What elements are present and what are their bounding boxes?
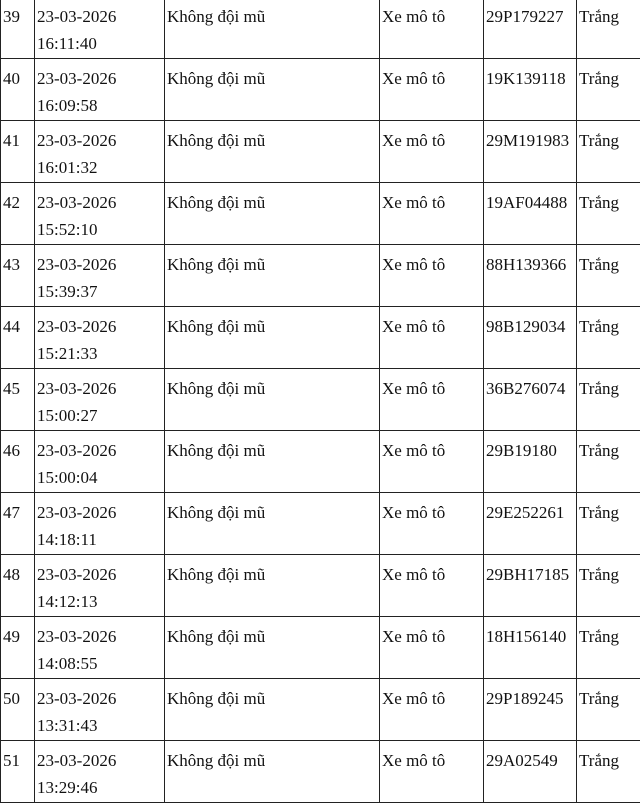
row-number: 49 — [1, 617, 35, 679]
row-datetime — [35, 59, 165, 121]
row-violation: Không đội mũ — [165, 555, 380, 617]
row-violation: Không đội mũ — [165, 493, 380, 555]
row-datetime — [35, 307, 165, 369]
row-date: 23-03-2026 — [37, 189, 164, 216]
row-datetime — [35, 431, 165, 493]
table-row — [1, 0, 640, 59]
row-vehicle: Xe mô tô — [380, 369, 484, 431]
row-date: 23-03-2026 — [37, 561, 164, 588]
row-plate: 29P189245 — [484, 679, 577, 741]
row-color: Trắng — [577, 741, 640, 803]
row-color: Trắng — [577, 431, 640, 493]
row-number: 46 — [1, 431, 35, 493]
row-vehicle: Xe mô tô — [380, 679, 484, 741]
row-color: Trắng — [577, 679, 640, 741]
row-number: 51 — [1, 741, 35, 803]
row-vehicle: Xe mô tô — [380, 0, 484, 59]
row-color: Trắng — [577, 555, 640, 617]
row-date: 23-03-2026 — [37, 685, 164, 712]
row-time: 16:01:32 — [37, 154, 164, 181]
row-number: 42 — [1, 183, 35, 245]
row-vehicle: Xe mô tô — [380, 59, 484, 121]
row-color: Trắng — [577, 59, 640, 121]
table-row — [1, 307, 640, 369]
table-row — [1, 121, 640, 183]
row-number: 44 — [1, 307, 35, 369]
table-row — [1, 679, 640, 741]
row-violation: Không đội mũ — [165, 59, 380, 121]
row-datetime — [35, 121, 165, 183]
row-datetime — [35, 245, 165, 307]
row-time: 15:21:33 — [37, 340, 164, 367]
violations-table-body — [1, 0, 640, 803]
table-row — [1, 369, 640, 431]
row-vehicle: Xe mô tô — [380, 121, 484, 183]
row-color: Trắng — [577, 617, 640, 679]
row-plate: 36B276074 — [484, 369, 577, 431]
row-date: 23-03-2026 — [37, 375, 164, 402]
table-row — [1, 183, 640, 245]
row-vehicle: Xe mô tô — [380, 307, 484, 369]
row-time: 15:00:04 — [37, 464, 164, 491]
row-time: 14:12:13 — [37, 588, 164, 615]
row-color: Trắng — [577, 307, 640, 369]
row-plate: 18H156140 — [484, 617, 577, 679]
row-time: 15:52:10 — [37, 216, 164, 243]
row-date: 23-03-2026 — [37, 3, 164, 30]
row-color: Trắng — [577, 493, 640, 555]
row-date: 23-03-2026 — [37, 313, 164, 340]
row-number: 48 — [1, 555, 35, 617]
row-date: 23-03-2026 — [37, 499, 164, 526]
row-plate: 19AF04488 — [484, 183, 577, 245]
row-time: 16:09:58 — [37, 92, 164, 119]
row-datetime — [35, 617, 165, 679]
row-time: 16:11:40 — [37, 30, 164, 57]
row-vehicle: Xe mô tô — [380, 617, 484, 679]
table-row — [1, 245, 640, 307]
table-row — [1, 555, 640, 617]
row-number: 47 — [1, 493, 35, 555]
row-vehicle: Xe mô tô — [380, 245, 484, 307]
row-date: 23-03-2026 — [37, 747, 164, 774]
row-date: 23-03-2026 — [37, 437, 164, 464]
row-color: Trắng — [577, 0, 640, 59]
row-date: 23-03-2026 — [37, 251, 164, 278]
row-date: 23-03-2026 — [37, 65, 164, 92]
row-violation: Không đội mũ — [165, 121, 380, 183]
row-plate: 29E252261 — [484, 493, 577, 555]
row-vehicle: Xe mô tô — [380, 183, 484, 245]
row-vehicle: Xe mô tô — [380, 431, 484, 493]
row-violation: Không đội mũ — [165, 679, 380, 741]
table-row — [1, 741, 640, 803]
table-row — [1, 431, 640, 493]
row-color: Trắng — [577, 245, 640, 307]
table-row — [1, 617, 640, 679]
row-vehicle: Xe mô tô — [380, 555, 484, 617]
row-date: 23-03-2026 — [37, 623, 164, 650]
row-violation: Không đội mũ — [165, 307, 380, 369]
row-time: 13:29:46 — [37, 774, 164, 801]
row-time: 13:31:43 — [37, 712, 164, 739]
row-violation: Không đội mũ — [165, 0, 380, 59]
row-datetime — [35, 555, 165, 617]
row-plate: 29BH17185 — [484, 555, 577, 617]
row-violation: Không đội mũ — [165, 617, 380, 679]
row-datetime — [35, 741, 165, 803]
row-vehicle: Xe mô tô — [380, 741, 484, 803]
row-datetime — [35, 369, 165, 431]
table-row — [1, 493, 640, 555]
row-number: 45 — [1, 369, 35, 431]
row-plate: 19K139118 — [484, 59, 577, 121]
row-violation: Không đội mũ — [165, 245, 380, 307]
row-violation: Không đội mũ — [165, 431, 380, 493]
row-violation: Không đội mũ — [165, 369, 380, 431]
row-time: 14:18:11 — [37, 526, 164, 553]
row-vehicle: Xe mô tô — [380, 493, 484, 555]
row-plate: 88H139366 — [484, 245, 577, 307]
row-time: 14:08:55 — [37, 650, 164, 677]
row-plate: 29A02549 — [484, 741, 577, 803]
row-number: 39 — [1, 0, 35, 59]
row-datetime — [35, 493, 165, 555]
row-time: 15:00:27 — [37, 402, 164, 429]
row-number: 50 — [1, 679, 35, 741]
row-plate: 98B129034 — [484, 307, 577, 369]
row-time: 15:39:37 — [37, 278, 164, 305]
row-number: 43 — [1, 245, 35, 307]
row-color: Trắng — [577, 121, 640, 183]
row-violation: Không đội mũ — [165, 741, 380, 803]
row-plate: 29B19180 — [484, 431, 577, 493]
row-datetime — [35, 183, 165, 245]
row-color: Trắng — [577, 183, 640, 245]
row-datetime — [35, 679, 165, 741]
row-violation: Không đội mũ — [165, 183, 380, 245]
row-datetime — [35, 0, 165, 59]
row-date: 23-03-2026 — [37, 127, 164, 154]
row-plate: 29P179227 — [484, 0, 577, 59]
row-number: 41 — [1, 121, 35, 183]
row-plate: 29M191983 — [484, 121, 577, 183]
table-row — [1, 59, 640, 121]
row-color: Trắng — [577, 369, 640, 431]
row-number: 40 — [1, 59, 35, 121]
